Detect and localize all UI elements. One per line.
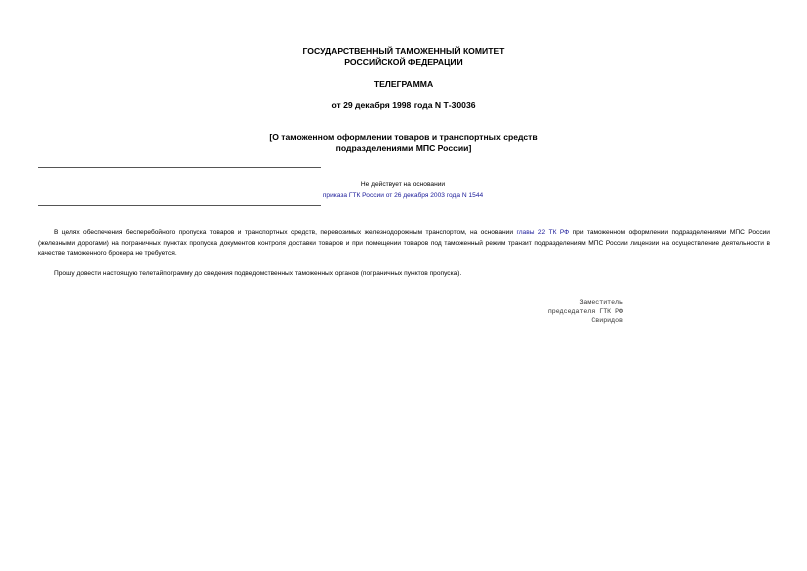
signature-line2: председателя ГТК РФ [547,307,623,315]
body-paragraph-1 [38,228,770,260]
body-paragraph-2: Прошу довести настоящую телетайпограмму до сведения подведомственных таможенных органов (пограничных пунктов пропуска). [54,270,462,277]
document-title-line2: подразделениями МПС России] [335,143,472,153]
signature-line1: Заместитель [579,299,623,306]
para1-text-start: В целях обеспечения бесперебойного пропуска товаров и транспортных средств, перевозимых железнодорожным транспортом, на основании [54,229,517,236]
divider-top [38,167,321,168]
org-name-line2: РОССИЙСКОЙ ФЕДЕРАЦИИ [344,57,463,67]
para1-text-end: при таможенном оформлении подразделениями МПС России (железными дорогами) на пограничных пунктах пропуска документов контроля доставки товаров и при помещении товаров под таможенный режим транзит подразделениям МПС России лицензии на осуществление деятельности в качестве таможенного брокера не требуется. [38,229,770,258]
document-title-line1: [О таможенном оформлении товаров и транспортных средств [269,132,538,142]
divider-bottom [38,205,321,206]
document-type: ТЕЛЕГРАММА [373,79,434,89]
org-name-line1: ГОСУДАРСТВЕННЫЙ ТАМОЖЕННЫЙ КОМИТЕТ [302,46,505,56]
document-date-number: от 29 декабря 1998 года N Т-30036 [331,100,476,110]
signature-line3: Свиридов [591,316,623,324]
signature-block [548,299,623,326]
status-note: Не действует на основании [360,181,446,188]
status-link[interactable]: приказа ГТК России от 26 декабря 2003 года N 1544 [322,192,484,199]
chapter-22-link[interactable]: главы 22 ТК РФ [516,229,570,236]
